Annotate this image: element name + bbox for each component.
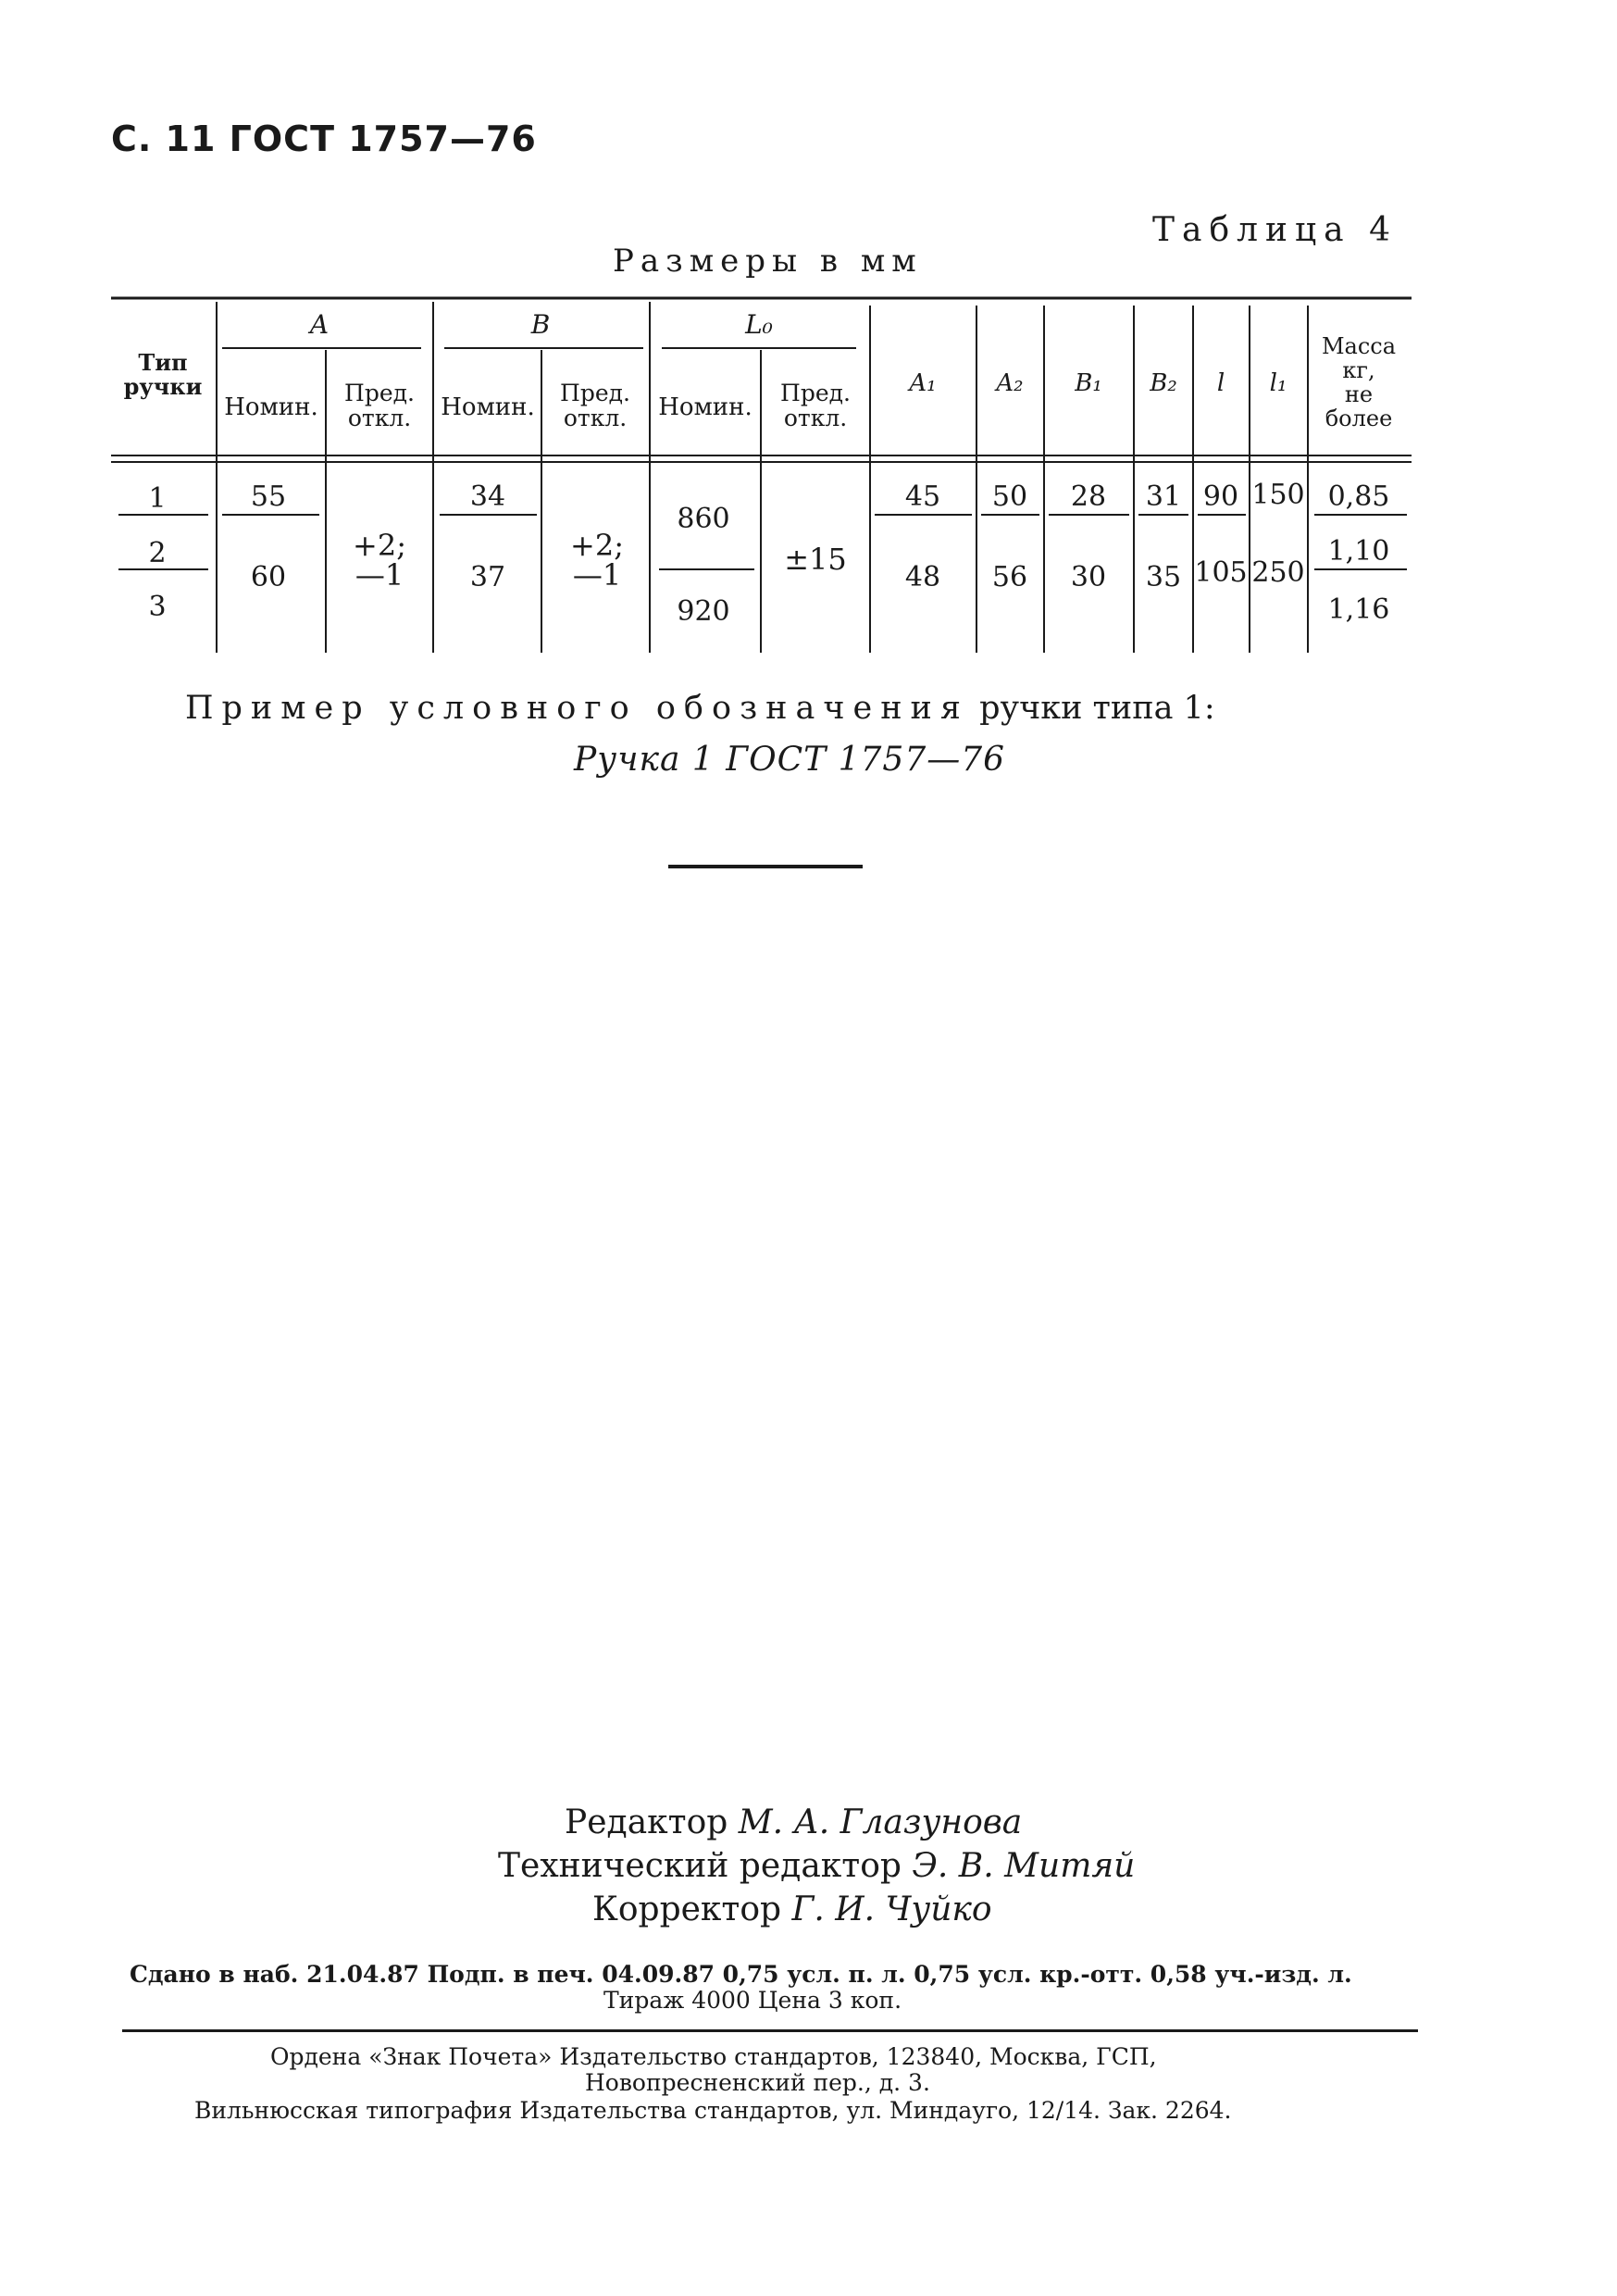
corrector-name: Г. И. Чуйко — [791, 1890, 992, 1928]
type-3: 3 — [148, 591, 167, 623]
credit-corrector — [592, 1890, 992, 1928]
credit-editor — [565, 1803, 1022, 1841]
header-B1: B₁ — [1075, 369, 1102, 397]
L0-nom-1: 860 — [677, 503, 730, 535]
table-label: Таблица 4 — [1152, 211, 1398, 249]
header-A: A — [309, 309, 330, 340]
units-label: Размеры в мм — [613, 243, 923, 280]
header-mass-l1: Масса — [1321, 333, 1397, 359]
A1-1: 45 — [904, 480, 941, 513]
header-mass-l2: кг, — [1342, 357, 1375, 383]
tech-editor-label: Технический редактор — [498, 1847, 902, 1885]
header-l: l — [1216, 369, 1225, 397]
l-1: 90 — [1202, 480, 1239, 513]
L0-dev: ±15 — [784, 542, 847, 577]
header-A2: A₂ — [996, 369, 1024, 397]
header-l1: l₁ — [1269, 369, 1287, 397]
example-intro — [185, 690, 1215, 727]
header-A-dev-l2: откл. — [347, 405, 412, 431]
A-nom-1: 55 — [250, 480, 287, 513]
A-dev-l1: +2; — [353, 528, 406, 563]
mass-2: 1,10 — [1327, 535, 1390, 568]
B-dev-l1: +2; — [570, 528, 624, 563]
imprint-line1: Сдано в наб. 21.04.87 Подп. в печ. 04.09.87 0,75 усл. п. л. 0,75 усл. кр.-отт. 0,58 уч.-изд. л. — [130, 1961, 1352, 1988]
type-2: 2 — [148, 537, 167, 569]
credit-tech-editor — [498, 1847, 1135, 1885]
imprint-line3: Ордена «Знак Почета» Издательство стандартов, 123840, Москва, ГСП, — [270, 2043, 1157, 2070]
type-1: 1 — [148, 482, 167, 515]
header-B: B — [530, 309, 551, 340]
B-dev — [570, 528, 624, 593]
A2-2: 56 — [991, 561, 1028, 593]
separator-rule — [668, 865, 863, 868]
B2-1: 31 — [1145, 480, 1182, 513]
A-dev-l2: —1 — [354, 557, 404, 593]
B1-1: 28 — [1070, 480, 1107, 513]
A-nom-2: 60 — [250, 561, 287, 593]
l1-2: 250 — [1251, 556, 1305, 589]
header-type-l2: ручки — [123, 373, 203, 400]
imprint-line2: Тираж 4000 Цена 3 коп. — [603, 1987, 902, 2014]
header-L0-dev-l1: Пред. — [780, 380, 851, 406]
l-2: 105 — [1194, 556, 1248, 589]
mass-1: 0,85 — [1327, 480, 1390, 513]
header-mass — [1322, 333, 1396, 431]
header-L0-dev — [780, 380, 851, 431]
A1-2: 48 — [904, 561, 941, 593]
header-B-dev — [560, 380, 630, 431]
B1-2: 30 — [1070, 561, 1107, 593]
header-A-nom: Номин. — [224, 393, 318, 421]
header-type-l1: Тип — [138, 349, 188, 376]
page-header: С. 11 ГОСТ 1757—76 — [111, 119, 537, 159]
A2-1: 50 — [991, 480, 1028, 513]
header-L0-nom: Номин. — [658, 393, 753, 421]
header-A-dev-l1: Пред. — [344, 380, 415, 406]
imprint-rule — [122, 2029, 1418, 2032]
editor-label: Редактор — [565, 1803, 728, 1841]
B-dev-l2: —1 — [572, 557, 622, 593]
B-nom-1: 34 — [469, 480, 506, 513]
tech-editor-name: Э. В. Митяй — [912, 1847, 1136, 1885]
mass-3: 1,16 — [1327, 593, 1390, 626]
example-designation: Ручка 1 ГОСТ 1757—76 — [574, 741, 1006, 779]
header-B-nom: Номин. — [441, 393, 535, 421]
A-dev — [353, 528, 406, 593]
header-B-dev-l2: откл. — [563, 405, 628, 431]
example-intro-rest: ручки типа 1: — [968, 690, 1215, 727]
header-mass-l4: более — [1325, 406, 1393, 431]
header-B-dev-l1: Пред. — [560, 380, 630, 406]
B2-2: 35 — [1145, 561, 1182, 593]
corrector-label: Корректор — [592, 1890, 782, 1928]
header-A1: A₁ — [909, 369, 937, 397]
imprint-line4: Новопресненский пер., д. 3. — [585, 2069, 930, 2096]
header-B2: B₂ — [1150, 369, 1177, 397]
imprint-line5: Вильнюсская типография Издательства стандартов, ул. Миндауго, 12/14. Зак. 2264. — [194, 2097, 1232, 2124]
header-mass-l3: не — [1344, 381, 1374, 407]
example-intro-spaced: Пример условного обозначения — [185, 690, 969, 727]
header-L0: L₀ — [745, 309, 773, 340]
l1-1: 150 — [1251, 479, 1305, 511]
L0-nom-2: 920 — [677, 595, 730, 628]
editor-name: М. А. Глазунова — [738, 1803, 1023, 1841]
B-nom-2: 37 — [469, 561, 506, 593]
header-L0-dev-l2: откл. — [783, 405, 848, 431]
header-A-dev — [344, 380, 415, 431]
header-type — [124, 349, 203, 400]
